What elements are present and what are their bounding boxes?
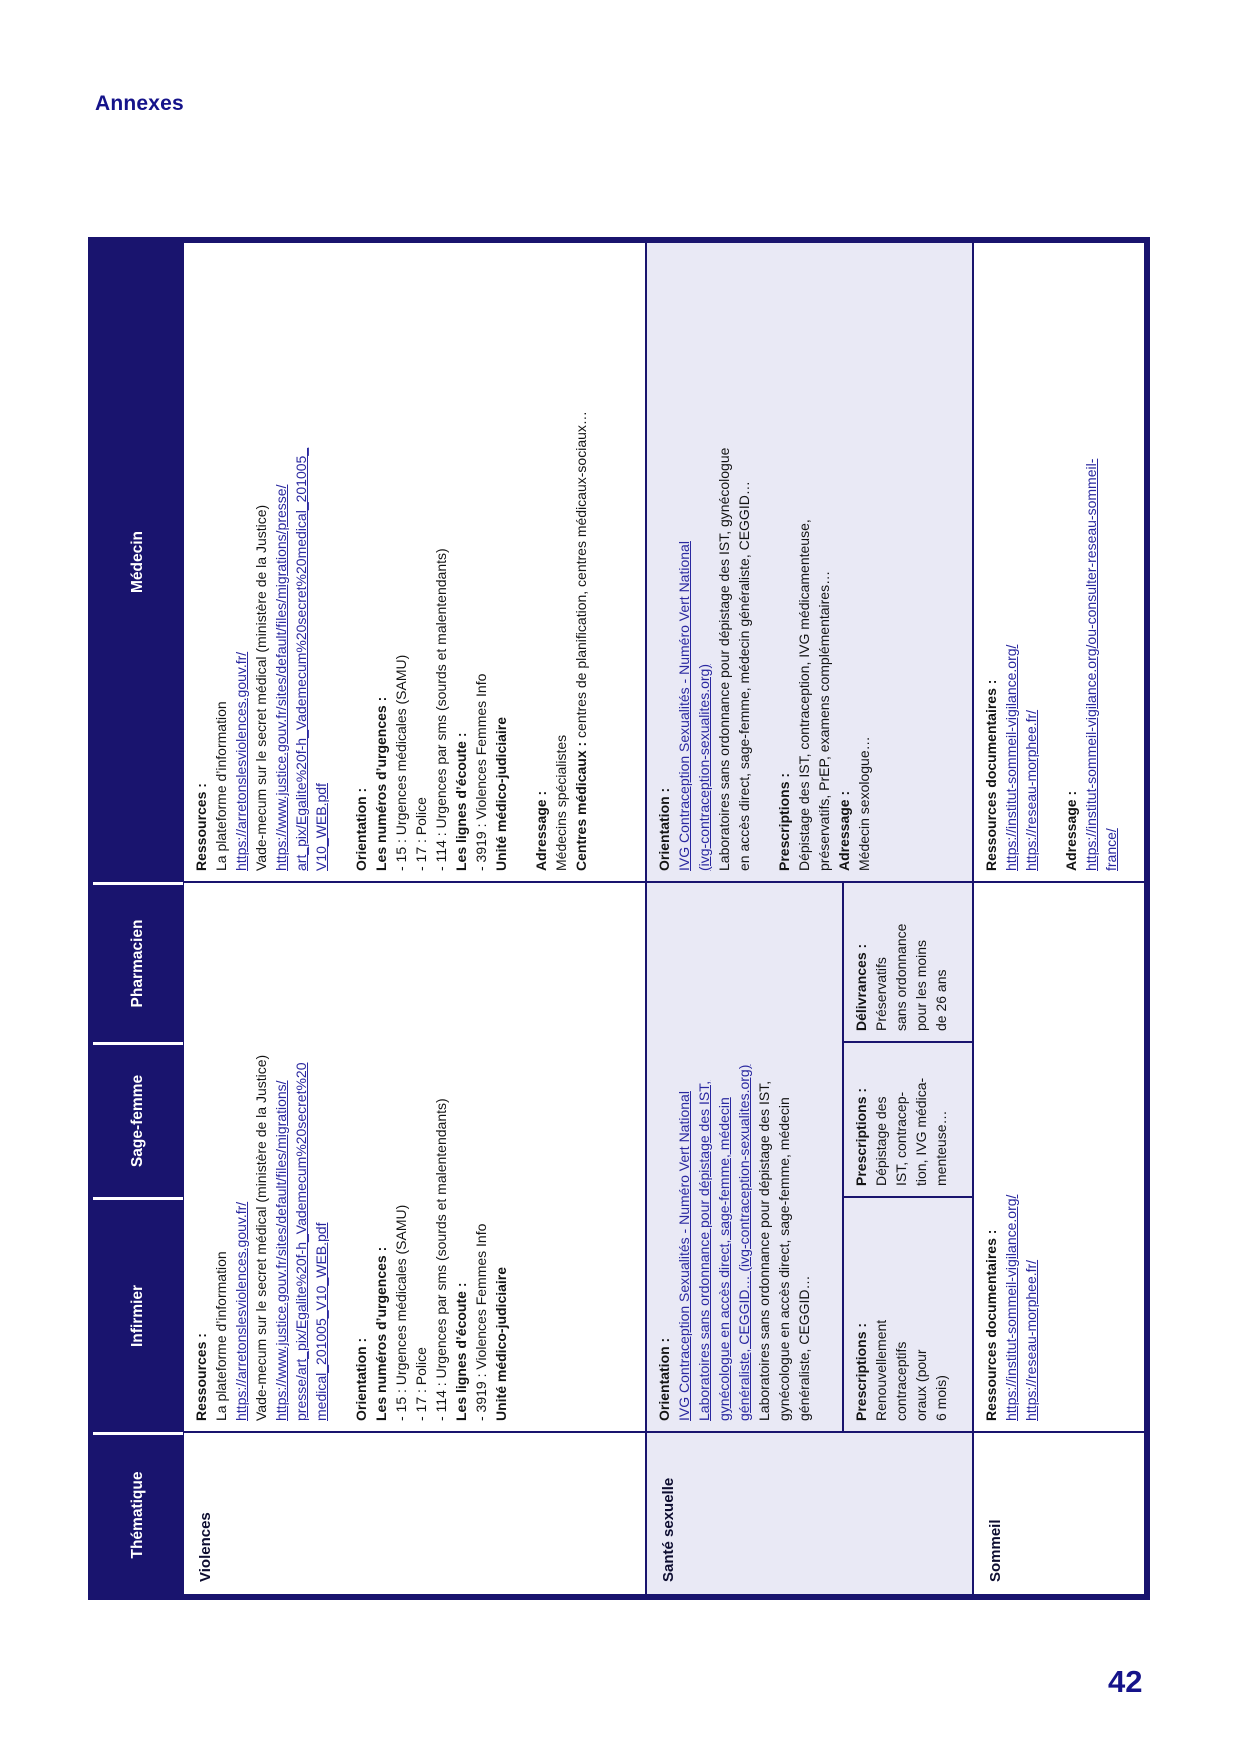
justice-vademecum-link[interactable]: https://www.justice.gouv.fr/sites/default/files/migrations/ <box>273 1080 289 1421</box>
rotated-table-area <box>88 237 1150 1600</box>
text-line: Vade-mecum sur le secret médical (ministère de la Justice) <box>253 504 269 871</box>
text-line: oraux (pour <box>913 1349 929 1421</box>
text-line: Renouvellement <box>873 1319 889 1421</box>
ressources-doc-heading: Ressources documentaires : <box>983 1229 999 1421</box>
header-label-sage-femme: Sage-femme <box>129 1074 146 1168</box>
text-line: Dépistage des IST, contraception, IVG médicamenteuse, <box>796 519 812 871</box>
umj-line: Unité médico-judiciaire <box>493 1266 509 1421</box>
text-line: Dépistage des <box>873 1096 889 1186</box>
text-line: en accès direct, sage-femme, médecin généraliste, CEGGID… <box>736 481 752 871</box>
blank-line <box>511 253 531 871</box>
resources-table <box>88 237 1150 1600</box>
ecoute-heading: Les lignes d’écoute : <box>453 1282 469 1421</box>
row-label-sommeil: Sommeil <box>973 1432 1145 1595</box>
ivg-contraception-link[interactable]: généraliste, CEGGID… (ivg-contraception-sexualites.org) <box>736 1064 752 1421</box>
header-cell-sage-femme <box>93 1042 183 1197</box>
cell-sante-orientation-merged <box>646 882 843 1432</box>
orientation-heading: Orientation : <box>353 1337 369 1421</box>
text-line: Médecin sexologue… <box>856 736 872 871</box>
prescriptions-heading: Prescriptions : <box>853 1322 869 1421</box>
text-line: - 17 : Police <box>413 1347 429 1421</box>
prescriptions-heading: Prescriptions : <box>776 772 792 871</box>
text-line: IST, contracep- <box>893 1091 909 1186</box>
text-line: contraceptifs <box>893 1341 909 1421</box>
text-line: pour les moins <box>913 939 929 1031</box>
institut-sommeil-link[interactable]: https://institut-sommeil-vigilance.org/ <box>1003 1194 1019 1421</box>
ressources-doc-heading: Ressources documentaires : <box>983 679 999 871</box>
arretonslesviolences-link[interactable]: https://arretonslesviolences.gouv.fr/ <box>233 1201 249 1421</box>
text-line: Laboratoires sans ordonnance pour dépistage des IST, gynécologue <box>716 447 732 871</box>
text-line: Vade-mecum sur le secret médical (ministère de la Justice) <box>253 1054 269 1421</box>
text-line: généraliste, CEGGID… <box>796 1275 812 1421</box>
text-line: - 17 : Police <box>413 797 429 871</box>
text-line: - 3919 : Violences Femmes Info <box>473 673 489 871</box>
header-cell-medecin <box>93 242 183 882</box>
ou-consulter-reseau-sommeil-link[interactable]: france/ <box>1103 828 1119 871</box>
text-bold-fragment: Centres médicaux : <box>573 741 589 871</box>
text-line: - 3919 : Violences Femmes Info <box>473 1223 489 1421</box>
text-line: Médecins spécialistes <box>553 734 569 871</box>
text-line: - 15 : Urgences médicales (SAMU) <box>393 1204 409 1421</box>
blank-line <box>331 253 351 871</box>
text-line: gynécologue en accès direct, sage-femme, médecin <box>776 1097 792 1421</box>
text-fragment: centres de planification, centres médicaux-sociaux… <box>573 411 589 742</box>
text-line: - 114 : Urgences par sms (sourds et malentendants) <box>433 1098 449 1421</box>
urgences-heading: Les numéros d’urgences : <box>373 1246 389 1421</box>
text-line: La plateforme d’information <box>213 1251 229 1421</box>
ressources-heading: Ressources : <box>193 783 209 871</box>
header-cell-thematique <box>93 1432 183 1595</box>
adressage-heading: Adressage : <box>1063 790 1079 871</box>
justice-vademecum-link[interactable]: V10_WEB.pdf <box>313 783 329 871</box>
institut-sommeil-link[interactable]: https://institut-sommeil-vigilance.org/ <box>1003 644 1019 871</box>
cell-sante-medecin <box>646 242 973 882</box>
header-cell-pharmacien <box>93 882 183 1042</box>
ivg-contraception-link[interactable]: gynécologue en accès direct, sage-femme, médecin <box>716 1097 732 1421</box>
urgences-heading: Les numéros d’urgences : <box>373 696 389 871</box>
text-line: La plateforme d’information <box>213 701 229 871</box>
reseau-morphee-link[interactable]: https://reseau-morphee.fr/ <box>1023 1259 1039 1421</box>
centres-medicaux-line <box>571 253 591 871</box>
rotated-table <box>88 237 1150 1600</box>
reseau-morphee-link[interactable]: https://reseau-morphee.fr/ <box>1023 709 1039 871</box>
cell-sommeil-infirmier-sagefemme-pharmacien <box>973 882 1145 1432</box>
text-line: de 26 ans <box>933 969 949 1031</box>
text-line: menteuse… <box>933 1110 949 1186</box>
ressources-heading: Ressources : <box>193 1333 209 1421</box>
cell-sante-infirmier <box>843 1197 973 1432</box>
text-line: tion, IVG médica- <box>913 1077 929 1186</box>
cell-sommeil-medecin <box>973 242 1145 882</box>
cell-violences-infirmier-sagefemme-pharmacien <box>183 882 646 1432</box>
page-number: 42 <box>1108 1664 1143 1699</box>
orientation-heading: Orientation : <box>656 1337 672 1421</box>
ivg-contraception-link[interactable]: (ivg-contraception-sexualites.org) <box>696 664 712 871</box>
justice-vademecum-link[interactable]: presse/art_pix/Egalite%20f-h_Vademecum%20secret%20 <box>293 1062 309 1421</box>
ivg-contraception-link[interactable]: IVG Contraception Sexualités - Numéro Vert National <box>676 1091 692 1421</box>
section-title: Annexes <box>95 92 184 115</box>
justice-vademecum-link[interactable]: medical_201005_V10_WEB.pdf <box>313 1222 329 1421</box>
header-label-infirmier: Infirmier <box>129 1285 146 1348</box>
row-label-sante-sexuelle: Santé sexuelle <box>646 1432 973 1595</box>
header-label-pharmacien: Pharmacien <box>129 919 146 1008</box>
ivg-contraception-link[interactable]: Laboratoires sans ordonnance pour dépistage des IST, <box>696 1080 712 1421</box>
orientation-heading: Orientation : <box>353 787 369 871</box>
text-line: Laboratoires sans ordonnance pour dépistage des IST, <box>756 1080 772 1421</box>
arretonslesviolences-link[interactable]: https://arretonslesviolences.gouv.fr/ <box>233 651 249 871</box>
cell-violences-medecin <box>183 242 646 882</box>
ou-consulter-reseau-sommeil-link[interactable]: https://institut-sommeil-vigilance.org/ou-consulter-reseau-sommeil- <box>1083 458 1099 871</box>
orientation-heading: Orientation : <box>656 787 672 871</box>
header-cell-infirmier <box>93 1197 183 1432</box>
ivg-contraception-link[interactable]: IVG Contraception Sexualités - Numéro Vert National <box>676 541 692 871</box>
text-line: 6 mois) <box>933 1375 949 1421</box>
cell-sante-pharmacien <box>843 882 973 1042</box>
header-label-thematique: Thématique <box>129 1471 146 1559</box>
text-line: - 15 : Urgences médicales (SAMU) <box>393 654 409 871</box>
blank-line <box>331 893 351 1421</box>
adressage-heading: Adressage : <box>836 790 852 871</box>
adressage-heading: Adressage : <box>533 790 549 871</box>
delivrances-heading: Délivrances : <box>853 943 869 1031</box>
text-line: Préservatifs <box>873 957 889 1031</box>
blank-line <box>1041 253 1061 871</box>
blank-line <box>754 253 774 871</box>
row-label-violences: Violences <box>183 1432 646 1595</box>
justice-vademecum-link[interactable]: https://www.justice.gouv.fr/sites/default/files/migrations/presse/ <box>273 484 289 871</box>
text-line: préservatifs, PrEP, examens complémentaires… <box>816 570 832 871</box>
text-line: - 114 : Urgences par sms (sourds et malentendants) <box>433 548 449 871</box>
umj-line: Unité médico-judiciaire <box>493 716 509 871</box>
header-label-medecin: Médecin <box>129 531 146 594</box>
justice-vademecum-link[interactable]: art_pix/Egalite%20f-h_Vademecum%20secret%20medical_201005_ <box>293 447 309 871</box>
text-line: sans ordonnance <box>893 923 909 1031</box>
cell-sante-sage-femme <box>843 1042 973 1197</box>
ecoute-heading: Les lignes d’écoute : <box>453 732 469 871</box>
prescriptions-heading: Prescriptions : <box>853 1087 869 1186</box>
